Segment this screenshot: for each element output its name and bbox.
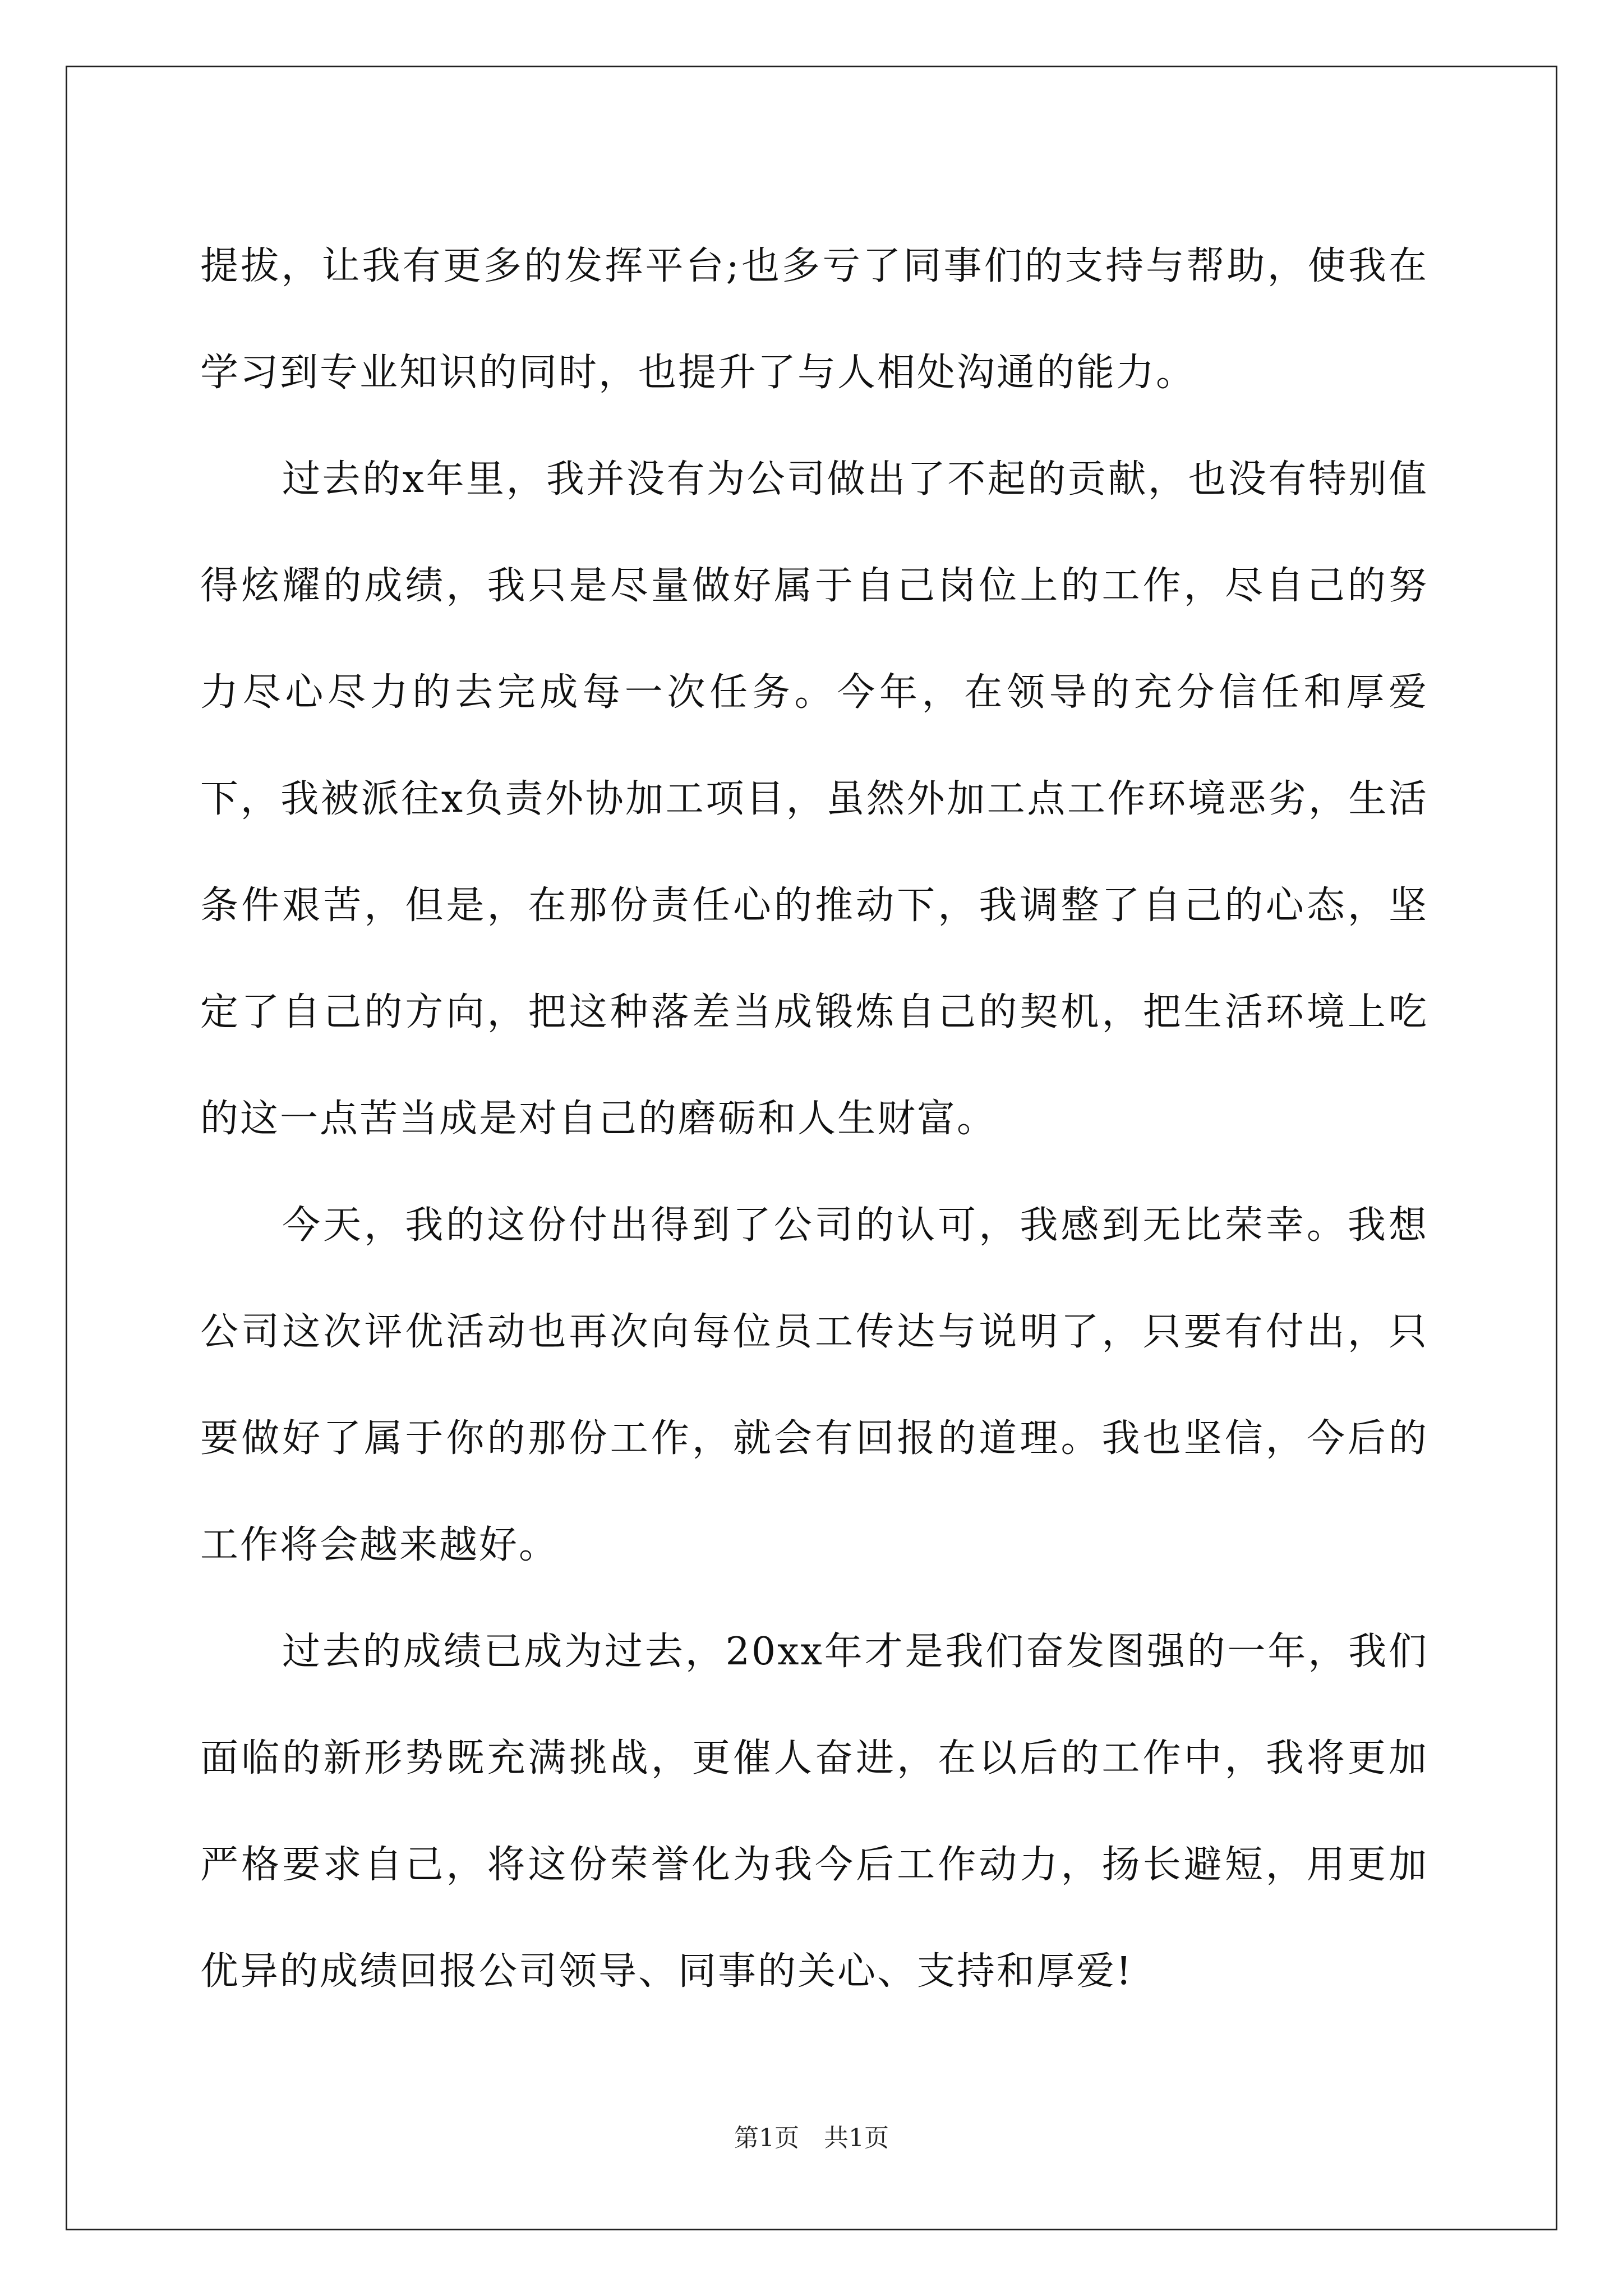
paragraph-2: 过去的x年里，我并没有为公司做出了不起的贡献，也没有特别值得炫耀的成绩，我只是尽量做好属于自己岗位上的工作，尽自己的努力尽心尽力的去完成每一次任务。今年，在领导的充分信任和厚爱下，我被派往x负责外协加工项目，虽然外加工点工作环境恶劣，生活条件艰苦，但是，在那份责任心的推动下，我调整了自己的心态，坚定了自己的方向，把这种落差当成锻炼自己的契机，把生活环境上吃的这一点苦当成是对自己的磨砺和人生财富。 xyxy=(200,457,1428,1141)
document-body xyxy=(200,213,1428,2025)
paragraph-3: 今天，我的这份付出得到了公司的认可，我感到无比荣幸。我想公司这次评优活动也再次向每位员工传达与说明了，只要有付出，只要做好了属于你的那份工作，就会有回报的道理。我也坚信，今后的工作将会越来越好。 xyxy=(200,1203,1428,1567)
page-number: 第1页 共1页 xyxy=(734,2124,889,2152)
paragraph-4: 过去的成绩已成为过去，20xx年才是我们奋发图强的一年，我们面临的新形势既充满挑战，更催人奋进，在以后的工作中，我将更加严格要求自己，将这份荣誉化为我今后工作动力，扬长避短，用更加优异的成绩回报公司领导、同事的关心、支持和厚爱! xyxy=(200,1630,1428,1994)
paragraph-1: 提拔，让我有更多的发挥平台;也多亏了同事们的支持与帮助，使我在学习到专业知识的同时，也提升了与人相处沟通的能力。 xyxy=(200,244,1428,395)
